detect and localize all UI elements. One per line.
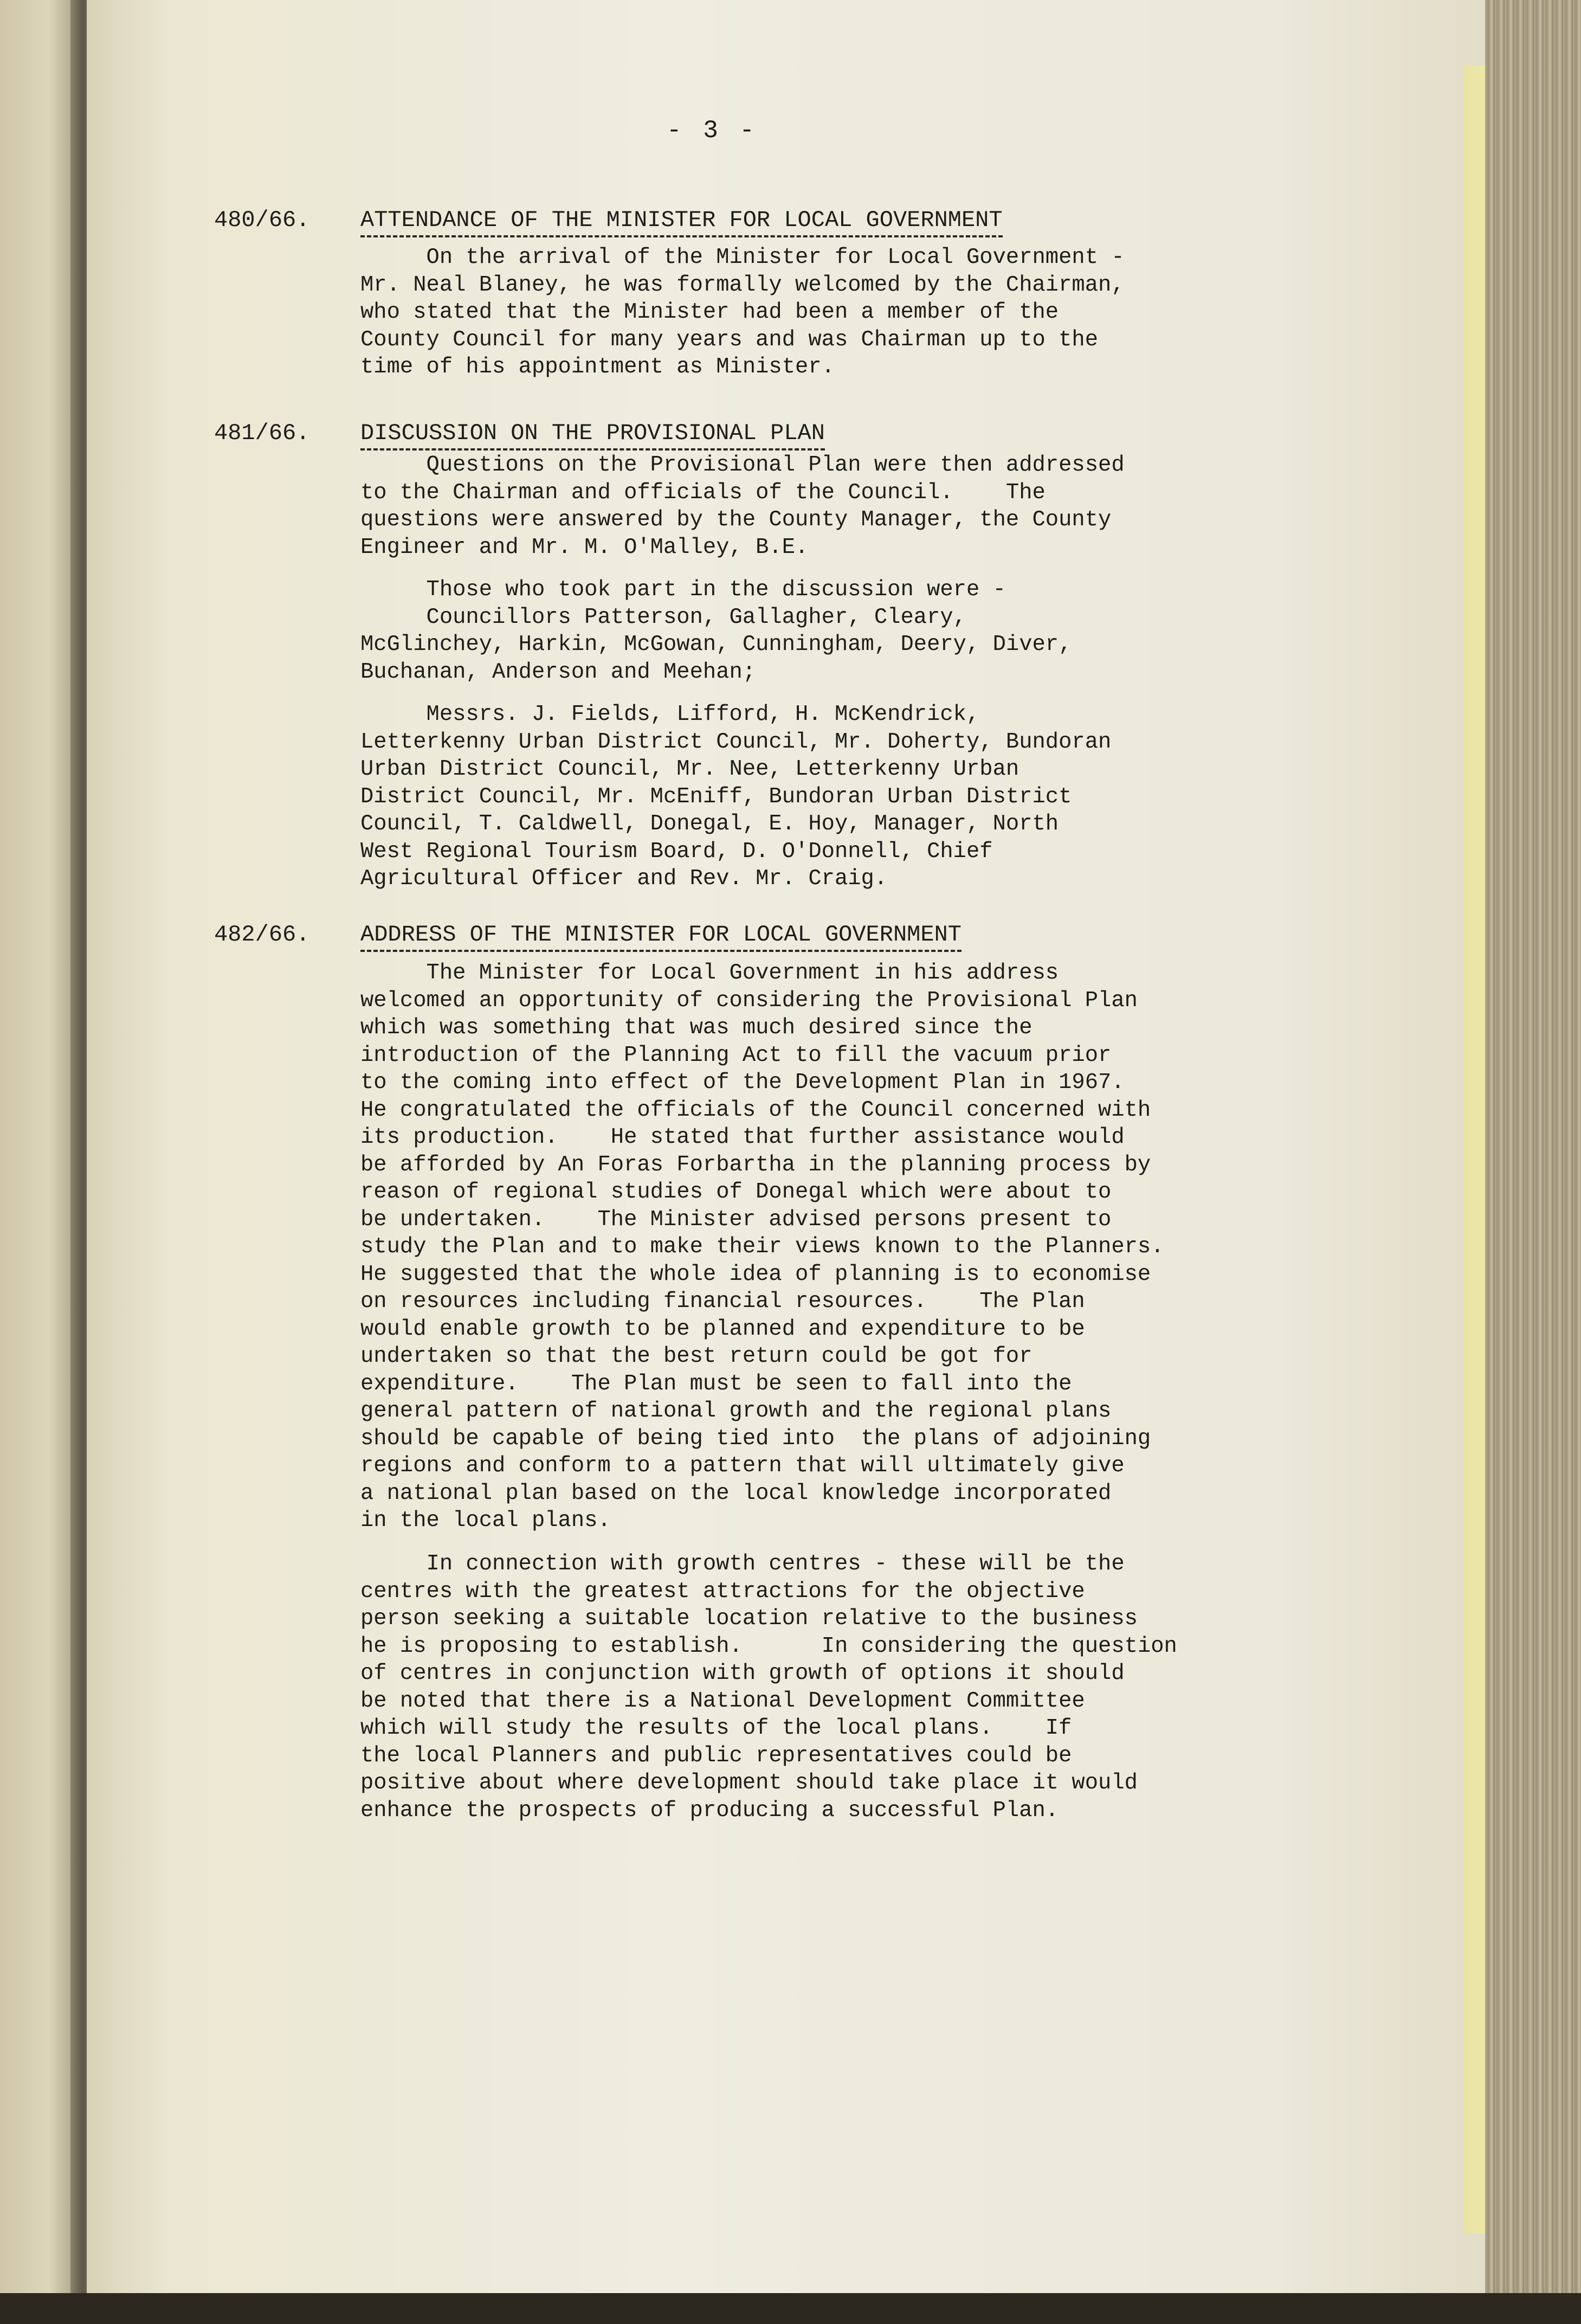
item-paragraph: On the arrival of the Minister for Local Government - Mr. Neal Blaney, he was formally welcomed by the Chairman, who stated that the Minister had been a member of the County Council for many years and was Chairman up to the time of his appointment as Minister.: [360, 245, 1125, 379]
item-number: 482/66.: [214, 922, 310, 948]
item-paragraph: Questions on the Provisional Plan were then addressed to the Chairman and officials of the Council. The questions were answered by the County Manager, the County Engineer and Mr. M. O'Malley, B.E.: [360, 453, 1125, 560]
item-number: 480/66.: [214, 207, 310, 233]
item-number: 481/66.: [214, 420, 310, 446]
item-paragraph: Those who took part in the discussion were - Councillors Patterson, Gallagher, Cleary, McGlinchey, Harkin, McGowan, Cunningham, Deery, Diver, Buchanan, Anderson and Meehan;: [360, 577, 1072, 685]
item-heading: ATTENDANCE OF THE MINISTER FOR LOCAL GOVERNMENT: [360, 207, 1003, 237]
item-heading: ADDRESS OF THE MINISTER FOR LOCAL GOVERNMENT: [360, 922, 961, 952]
item-heading: DISCUSSION ON THE PROVISIONAL PLAN: [360, 420, 825, 450]
page-number: - 3 -: [667, 117, 758, 145]
item-paragraph: Messrs. J. Fields, Lifford, H. McKendrick, Letterkenny Urban District Council, Mr. Doherty, Bundoran Urban District Council, Mr. Nee, Letterkenny Urban District Council, Mr. McEniff, Bundoran Urban District Council, T. Caldwell, Donegal, E. Hoy, Manager, North West Regional Tourism Board, D. O'Donnell, Chief Agricultural Officer and Rev. Mr. Craig.: [360, 702, 1112, 891]
item-paragraph: The Minister for Local Government in his address welcomed an opportunity of considering the Provisional Plan which was something that was much desired since the introduction of the Planning Act to fill the vacuum prior to the coming into effect of the Development Plan in 1967. He congratulated the officials of the Council concerned with its production. He stated that further assistance would be afforded by An Foras Forbartha in the planning process by reason of regional studies of Donegal which were about to be undertaken. The Minister advised persons present to study the Plan and to make their views known to the Planners. He suggested that the whole idea of planning is to economise on resources including financial resources. The Plan would enable growth to be planned and expenditure to be undertaken so that the best return could be got for expenditure. The Plan must be seen to fall into the general pattern of national growth and the regional plans should be capable of being tied into the plans of adjoining regions and conform to a pattern that will ultimately give a national plan based on the local knowledge incorporated in the local plans.: [360, 961, 1164, 1533]
item-paragraph: In connection with growth centres - these will be the centres with the greatest attractions for the objective person seeking a suitable location relative to the business he is proposing to establish. In considering the question of centres in conjunction with growth of options it should be noted that there is a National Development Committee which will study the results of the local plans. If the local Planners and public representatives could be positive about where development should take place it would enhance the prospects of producing a successful Plan.: [360, 1552, 1177, 1823]
